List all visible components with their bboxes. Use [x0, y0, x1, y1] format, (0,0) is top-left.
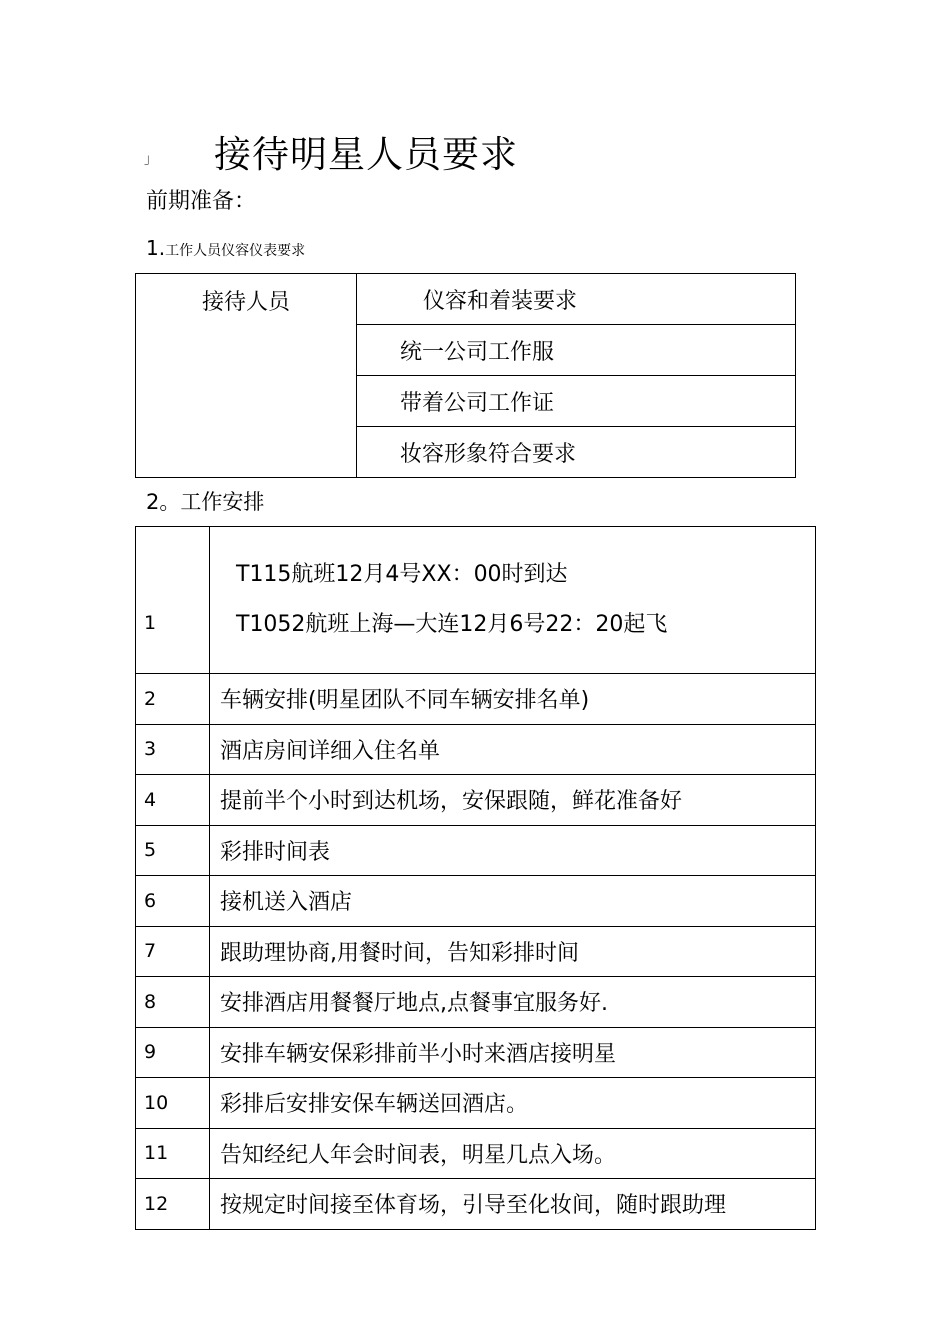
- flight-info-cell: [210, 527, 816, 674]
- row-number: 6: [136, 876, 210, 927]
- table-row: [136, 876, 816, 927]
- table-row: [136, 1179, 816, 1230]
- table-row: [136, 1128, 816, 1179]
- preparation-heading: 前期准备：: [146, 189, 257, 214]
- table-row: [136, 1027, 816, 1078]
- requirements-header: 仪容和着装要求: [357, 274, 796, 325]
- row-number: 8: [136, 977, 210, 1028]
- table-row: [136, 825, 816, 876]
- row-number: 7: [136, 926, 210, 977]
- row-number: 11: [136, 1128, 210, 1179]
- row-content: 彩排时间表: [210, 825, 816, 876]
- row-number: 9: [136, 1027, 210, 1078]
- flight-departure: T1052航班上海—大连12月6号22：20起飞: [236, 612, 668, 637]
- row-content: 跟助理协商,用餐时间，告知彩排时间: [210, 926, 816, 977]
- table-row: [136, 527, 816, 674]
- section-1-number: 1.: [146, 236, 166, 260]
- row-number: 12: [136, 1179, 210, 1230]
- row-number: 10: [136, 1078, 210, 1129]
- row-content: 彩排后安排安保车辆送回酒店。: [210, 1078, 816, 1129]
- requirement-item: 带着公司工作证: [357, 376, 796, 427]
- row-number: 2: [136, 674, 210, 725]
- row-content: 车辆安排(明星团队不同车辆安排名单): [210, 674, 816, 725]
- table-row: [136, 1078, 816, 1129]
- row-number: 3: [136, 724, 210, 775]
- schedule-table: [135, 526, 816, 1230]
- requirement-item: 统一公司工作服: [357, 325, 796, 376]
- section-1-text: 工作人员仪容仪表要求: [165, 243, 306, 259]
- row-content: 按规定时间接至体育场，引导至化妆间，随时跟助理: [210, 1179, 816, 1230]
- requirement-item: 妆容形象符合要求: [357, 427, 796, 478]
- row-content: 提前半个小时到达机场，安保跟随，鲜花准备好: [210, 775, 816, 826]
- row-number: 5: [136, 825, 210, 876]
- flight-arrival: T115航班12月4号XX：00时到达: [236, 562, 568, 587]
- row-content: 酒店房间详细入住名单: [210, 724, 816, 775]
- row-content: 安排酒店用餐餐厅地点,点餐事宜服务好.: [210, 977, 816, 1028]
- corner-mark: 」: [144, 152, 158, 167]
- table-row: [136, 775, 816, 826]
- table-row: [136, 674, 816, 725]
- document-title: 接待明星人员要求: [214, 133, 518, 176]
- table-row: [136, 926, 816, 977]
- staff-cell: 接待人员: [136, 274, 357, 478]
- table-row: [136, 977, 816, 1028]
- dress-code-table: [135, 273, 796, 478]
- section-1-heading: [146, 236, 305, 260]
- row-content: 接机送入酒店: [210, 876, 816, 927]
- row-number: 4: [136, 775, 210, 826]
- section-2-heading: 2。工作安排: [146, 490, 265, 514]
- row-content: 告知经纪人年会时间表，明星几点入场。: [210, 1128, 816, 1179]
- row-number: 1: [136, 527, 210, 674]
- row-content: 安排车辆安保彩排前半小时来酒店接明星: [210, 1027, 816, 1078]
- table-row: [136, 724, 816, 775]
